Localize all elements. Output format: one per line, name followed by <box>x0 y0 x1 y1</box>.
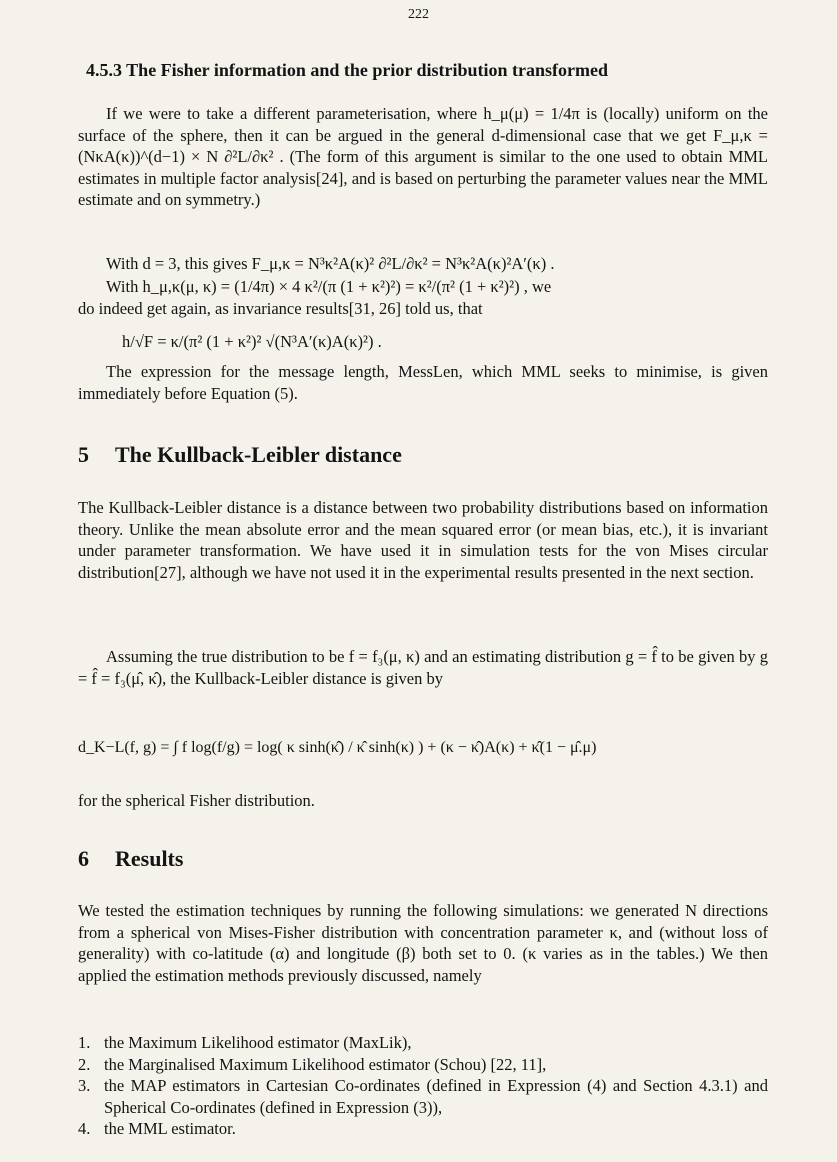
estimator-list <box>78 1032 768 1140</box>
equation-prior: With h_μ,κ(μ, κ) = (1/4π) × 4 κ²/(π (1 + κ²)²) = κ²/(π² (1 + κ²)²) , we <box>106 277 552 296</box>
list-item: 4. the MML estimator. <box>78 1119 236 1138</box>
list-item: 2. the Marginalised Maximum Likelihood estimator (Schou) [22, 11], <box>78 1054 547 1074</box>
results-paragraph: We tested the estimation techniques by running the following simulations: we generated N directions from a spherical von Mises-Fisher distribution with concentration parameter κ, and (without loss of generality) with co-latitude (α) and longitude (β) both set to 0. (κ varies as in the tables.) We then applied the estimation methods previously discussed, namely <box>78 901 768 985</box>
section-5-number: 5 <box>78 442 89 467</box>
equation-h-over-sqrt-f: h/√F = κ/(π² (1 + κ²)² √(N³A′(κ)A(κ)²) . <box>122 332 382 351</box>
equation-fisher-d3: With d = 3, this gives F_μ,κ = N³κ²A(κ)² ∂²L/∂κ² = N³κ²A(κ)²A′(κ) . <box>106 254 555 273</box>
section-6-number: 6 <box>78 846 89 871</box>
section-6-heading <box>78 846 183 872</box>
section-5-title: The Kullback-Leibler distance <box>115 442 402 467</box>
equation-prior-continuation: do indeed get again, as invariance results[31, 26] told us, that <box>78 299 483 318</box>
subsection-paragraph: If we were to take a different parameterisation, where h_μ(μ) = 1/4π is (locally) uniform on the surface of the sphere, then it can be argued in the general d-dimensional case that we get F_μ,κ = (NκA(κ))^(d−1) × N ∂²L/∂κ² . (The form of this argument is similar to the one used to obtain MML estimates in multiple factor analysis[24], and is based on perturbing the parameter values near the MML estimate and on symmetry.) <box>78 104 768 209</box>
list-item: 1. the Maximum Likelihood estimator (MaxLik), <box>78 1033 412 1052</box>
equation-kl-distance: d_K−L(f, g) = ∫ f log(f/g) = log( κ sinh(κ̂) / κ̂ sinh(κ) ) + (κ − κ̂)A(κ) + κ̂(1 − μ̂.μ) <box>78 739 597 756</box>
subsection-heading: 4.5.3 The Fisher information and the prior distribution transformed <box>86 60 609 80</box>
section-5-heading <box>78 442 402 468</box>
page-number: 222 <box>408 7 429 22</box>
kl-assumption-paragraph: Assuming the true distribution to be f = f₃(μ, κ) and an estimating distribution g = f̂ to be given by g = f̂ = f₃(μ̂, κ̂), the Kullback-Leibler distance is given by <box>78 647 768 688</box>
list-item: 3. the MAP estimators in Cartesian Co-ordinates (defined in Expression (4) and Section 4.3.1) and Spherical Co-ordinates (defined in Expression (3)), <box>78 1076 768 1117</box>
messlen-paragraph: The expression for the message length, MessLen, which MML seeks to minimise, is given immediately before Equation (5). <box>78 362 768 403</box>
kl-closing-text: for the spherical Fisher distribution. <box>78 791 315 810</box>
section-6-title: Results <box>115 846 184 871</box>
kl-intro-paragraph: The Kullback-Leibler distance is a distance between two probability distributions based on information theory. Unlike the mean absolute error and the mean squared error (or mean bias, etc.), it is invariant under parameter transformation. We have used it in simulation tests for the von Mises circular distribution[27], although we have not used it in the experimental results presented in the next section. <box>78 498 768 582</box>
